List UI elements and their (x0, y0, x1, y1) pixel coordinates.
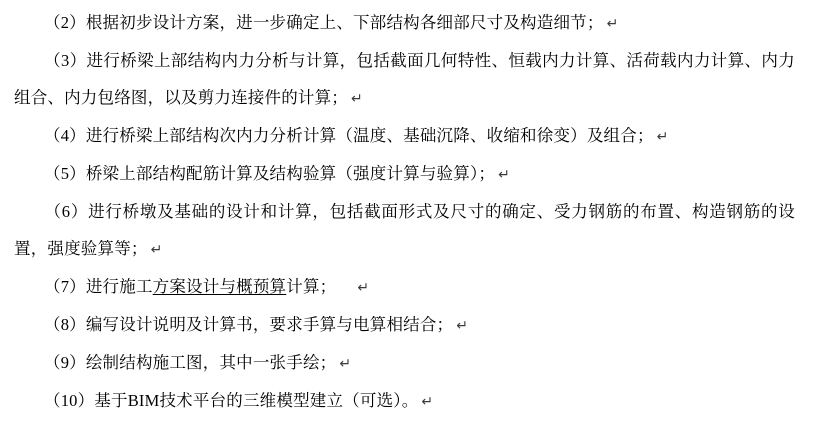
paragraph-mark-icon: ↵ (421, 393, 434, 409)
paragraph-mark-icon: ↵ (498, 166, 511, 182)
paragraph-mark-icon: ↵ (656, 128, 669, 144)
paragraph-text-line2: 造钢筋的设置，强度验算等； (14, 202, 795, 258)
paragraph-text-suffix: 计算； (286, 277, 337, 296)
paragraph-item-5 (14, 155, 795, 193)
paragraph-mark-icon: ↵ (351, 90, 363, 106)
paragraph-text: （8）编写设计说明及计算书，要求手算与电算相结合； (44, 315, 454, 334)
paragraph-item-8 (14, 306, 795, 344)
paragraph-text-line1: （6）进行桥墩及基础的设计和计算，包括截面形式及尺寸的确定、受力钢筋的布置、构 (44, 202, 710, 221)
paragraph-mark-icon: ↵ (606, 15, 619, 31)
paragraph-text-line2: 力计算、内力组合、内力包络图，以及剪力连接件的计算； (14, 51, 795, 107)
paragraph-item-10 (14, 382, 795, 420)
underlined-phrase[interactable]: 方案设计与概预算 (152, 277, 287, 296)
paragraph-text-prefix: （7）进行施工 (44, 277, 153, 296)
paragraph-item-9 (14, 344, 795, 382)
paragraph-item-4 (14, 117, 795, 155)
paragraph-text: （2）根据初步设计方案，进一步确定上、下部结构各细部尺寸及构造细节； (44, 13, 604, 32)
paragraph-mark-icon: ↵ (339, 355, 352, 371)
paragraph-item-6 (14, 193, 795, 268)
paragraph-item-2 (14, 4, 795, 42)
paragraph-item-3 (14, 42, 795, 117)
paragraph-mark-icon: ↵ (456, 317, 469, 333)
paragraph-mark-icon: ↵ (150, 241, 163, 257)
paragraph-text: （10）基于BIM技术平台的三维模型建立（可选）。 (44, 391, 419, 410)
paragraph-item-7 (14, 268, 795, 306)
paragraph-text: （4）进行桥梁上部结构次内力分析计算（温度、基础沉降、收缩和徐变）及组合； (44, 126, 654, 145)
paragraph-text: （5）桥梁上部结构配筋计算及结构验算（强度计算与验算）； (44, 164, 496, 183)
paragraph-mark-icon: ↵ (357, 279, 370, 295)
paragraph-text-line1: （3）进行桥梁上部结构内力分析与计算，包括截面几何特性、恒载内力计算、活荷载内 (44, 51, 694, 70)
paragraph-text: （9）绘制结构施工图，其中一张手绘； (44, 353, 337, 372)
